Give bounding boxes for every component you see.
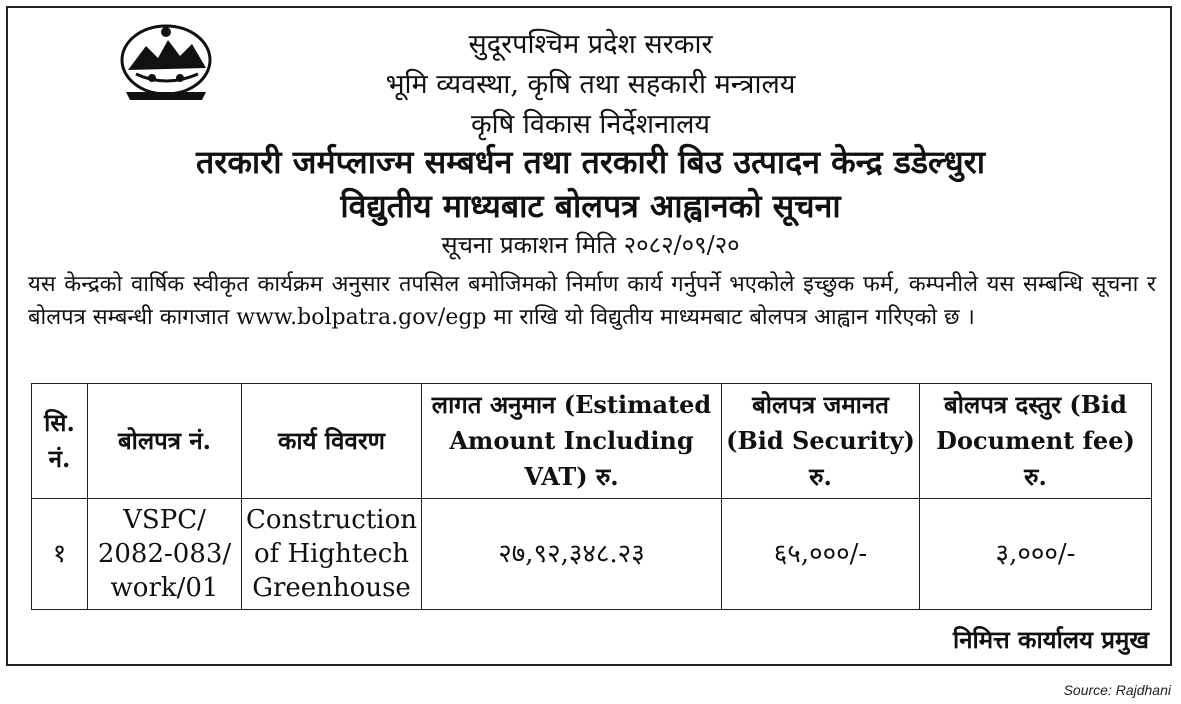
col-work-description-header: कार्य विवरण [242, 384, 422, 499]
cell-bid-fee: ३,०००/- [920, 499, 1152, 610]
source-credit: Source: Rajdhani [1063, 682, 1171, 698]
signatory: निमित्त कार्यालय प्रमुख [952, 626, 1149, 654]
bid-table [31, 383, 1152, 610]
office-title: तरकारी जर्मप्लाज्म सम्बर्धन तथा तरकारी बिउ उत्पादन केन्द्र डडेल्धुरा [196, 143, 985, 181]
province-government-name: सुदूरपश्चिम प्रदेश सरकार [468, 29, 713, 60]
cell-bid-security: ६५,०००/- [722, 499, 920, 610]
cell-serial: १ [32, 499, 88, 610]
col-estimated-amount-header: लागत अनुमान (Estimated Amount Including VAT) रु. [422, 384, 722, 499]
directorate-name: कृषि विकास निर्देशनालय [470, 109, 711, 140]
col-serial-header: सि. नं. [32, 384, 88, 499]
col-bid-security-header: बोलपत्र जमानत (Bid Security) रु. [722, 384, 920, 499]
notice-title: विद्युतीय माध्यबाट बोलपत्र आह्वानको सूचना [340, 187, 841, 225]
table-row [32, 499, 1152, 610]
publication-date: सूचना प्रकाशन मिति २०८२/०९/२० [441, 231, 740, 259]
cell-estimated-amount: २७,९२,३४८.२३ [422, 499, 722, 610]
cell-bid-number: VSPC/ 2082-083/ work/01 [88, 499, 242, 610]
ministry-name: भूमि व्यवस्था, कृषि तथा सहकारी मन्त्रालय [385, 69, 796, 100]
notice-intro-text: यस केन्द्रको वार्षिक स्वीकृत कार्यक्रम अनुसार तपसिल बमोजिमको निर्माण कार्य गर्नुपर्ने भएकोले इच्छुक फर्म, कम्पनीले यस सम्बन्धि सूचना र बोलपत्र सम्बन्धी कागजात www.bolpatra.gov/egp मा राखि यो विद्युतीय माध्यमबाट बोलपत्र आह्वान गरिएको छ । [28, 272, 1156, 330]
col-bid-fee-header: बोलपत्र दस्तुर (Bid Document fee) रु. [920, 384, 1152, 499]
cell-work-description: Construction of Hightech Greenhouse [242, 499, 422, 610]
table-header-row [32, 384, 1152, 499]
col-bid-number-header: बोलपत्र नं. [88, 384, 242, 499]
